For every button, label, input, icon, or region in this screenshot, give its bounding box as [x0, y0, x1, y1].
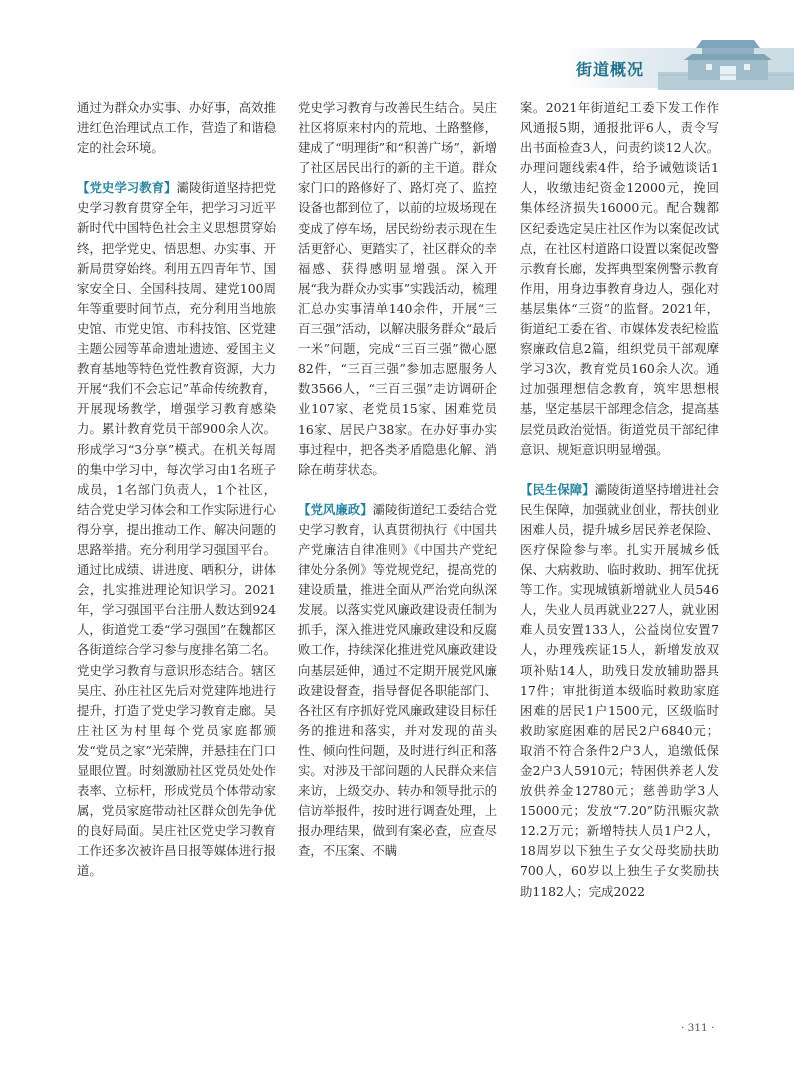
section-heading: 【党风廉政】: [298, 501, 373, 517]
section-heading: 【民生保障】: [520, 481, 595, 497]
city-gate-illustration: [658, 28, 794, 90]
text-column-1: [77, 98, 276, 1038]
paragraph-party-history-education: 【党史学习教育】灞陵街道坚持把党史学习教育贯穿全年，把学习习近平新时代中国特色社会主义思想贯穿始终，把学党史、悟思想、办实事、开新局贯穿始终。利用五四青年节、国家安全日、全国科技周、建党100周年等重要时间节点，充分利用当地旅史馆、市党史馆、市科技馆、区党建主题公园等革命遗址遗迹、爱国主义教育基地等特色党性教育资源，大力开展“我们不会忘记”革命传统教育，开展现场教学，增强学习教育感染力。累计教育党员干部900余人次。形成学习“3分享”模式。在机关每周的集中学习中，每次学习由1名班子成员，1名部门负责人，1个社区，结合党史学习体会和工作实际进行心得分享，提出推动工作、解决问题的思路举措。充分利用学习强国平台。通过比成绩、讲进度、晒积分，讲体会，扎实推进理论知识学习。2021年，学习强国平台注册人数达到924人，街道党工委“学习强国”在魏都区各街道综合学习参与度排名第二名。党史学习教育与意识形态结合。辖区吴庄、孙庄社区先后对党建阵地进行提升，打造了党史学习教育走廊。吴庄社区为村里每个党员家庭都颁发“党员之家”光荣牌，并悬挂在门口显眼位置。时刻激励社区党员处处作表率、立标杆，形成党员个体带动家属，党员家庭带动社区群众创先争优的良好局面。吴庄社区党史学习教育工作还多次被许昌日报等媒体进行报道。: [77, 180, 276, 879]
paragraph: 案。2021年街道纪工委下发工作作风通报5期，通报批评6人，责令写出书面检查3人，问责约谈12人次。办理问题线索4件，给予诫勉谈话1人，收缴违纪资金12000元，挽回集体经济损失16000元。配合魏都区纪委选定吴庄社区作为以案促改试点，在社区村道路口设置以案促改警示教育长廊，发挥典型案例警示教育作用，用身边事教育身边人，强化对基层集体“三资”的监督。2021年，街道纪工委在省、市媒体发表纪检监察廉政信息2篇，组织党员干部观摩学习3次，教育党员160余人次。通过加强理想信念教育，筑牢思想根基，坚定基层干部理念信念，提高基层党员政治觉悟。街道党员干部纪律意识、规矩意识明显增强。: [520, 100, 719, 457]
page-header: [0, 0, 794, 92]
page-number: · 311 ·: [681, 1022, 715, 1034]
text-column-3: [520, 98, 719, 1038]
section-heading: 【党史学习教育】: [77, 180, 177, 196]
paragraph: 党史学习教育与改善民生结合。吴庄社区将原来村内的荒地、土路整修，建成了“明理街”和“积善广场”，新增了社区居民出行的新的主干道。群众家门口的路修好了、路灯亮了、监控设备也都到位了，以前的垃圾场现在变成了停车场，居民纷纷表示现在生活更舒心、更踏实了，社区群众的幸福感、获得感明显增强。深入开展“我为群众办实事”实践活动，梳理汇总办实事清单140余件，开展“三百三强”活动，以解决服务群众“最后一米”问题，完成“三百三强”微心愿82件，“三百三强”参加志愿服务人数3566人，“三百三强”走访调研企业107家、老党员15家、困难党员16家、居民户38家。在办好事办实事过程中，把各类矛盾隐患化解、消除在萌芽状态。: [298, 100, 497, 477]
paragraph: 通过为群众办实事、办好事，高效推进红色治理试点工作，营造了和谐稳定的社会环境。: [77, 100, 276, 156]
text-column-2: [298, 98, 497, 1038]
paragraph-livelihood-security: 【民生保障】灞陵街道坚持增进社会民生保障，加强就业创业，帮扶创业困难人员，提升城乡居民养老保险、医疗保险参与率。扎实开展城乡低保、大病救助、临时救助、拥军优抚等工作。实现城镇新增就业人员546人，失业人员再就业227人，就业困难人员安置133人，公益岗位安置7人，办理残疾证15人，新增发放双项补贴14人，助残日发放辅助器具17件；审批街道本级临时救助家庭困难的居民1户1500元，区级临时救助家庭困难的居民2户6840元；取消不符合条件2户3人，追缴低保金2户3人5910元；特困供养老人发放供养金12780元；慈善助学3人15000元；发放“7.20”防汛赈灾款12.2万元；新增特扶人员1户2人，18周岁以下独生子女父母奖励扶助700人，60岁以上独生子女奖励扶助1182人；完成2022: [520, 481, 719, 899]
paragraph-clean-governance: 【党风廉政】灞陵街道纪工委结合党史学习教育，认真贯彻执行《中国共产党廉洁自律准则》《中国共产党纪律处分条例》等党规党纪，提高党的建设质量，推进全面从严治党向纵深发展。以落实党风廉政建设责任制为抓手，深入推进党风廉政建设和反腐败工作，持续深化推进党风廉政建设向基层延伸，通过不定期开展党风廉政建设督查，指导督促各职能部门、各社区有序抓好党风廉政建设目标任务的推进和落实，并对发现的苗头性、倾向性问题，及时进行纠正和落实。对涉及干部问题的人民群众来信来访，上级交办、转办和领导批示的信访举报件，按时进行调查处理，上报办理结果，做到有案必查，应查尽查，不压案、不瞒: [298, 501, 497, 859]
section-title: 街道概况: [576, 60, 645, 79]
